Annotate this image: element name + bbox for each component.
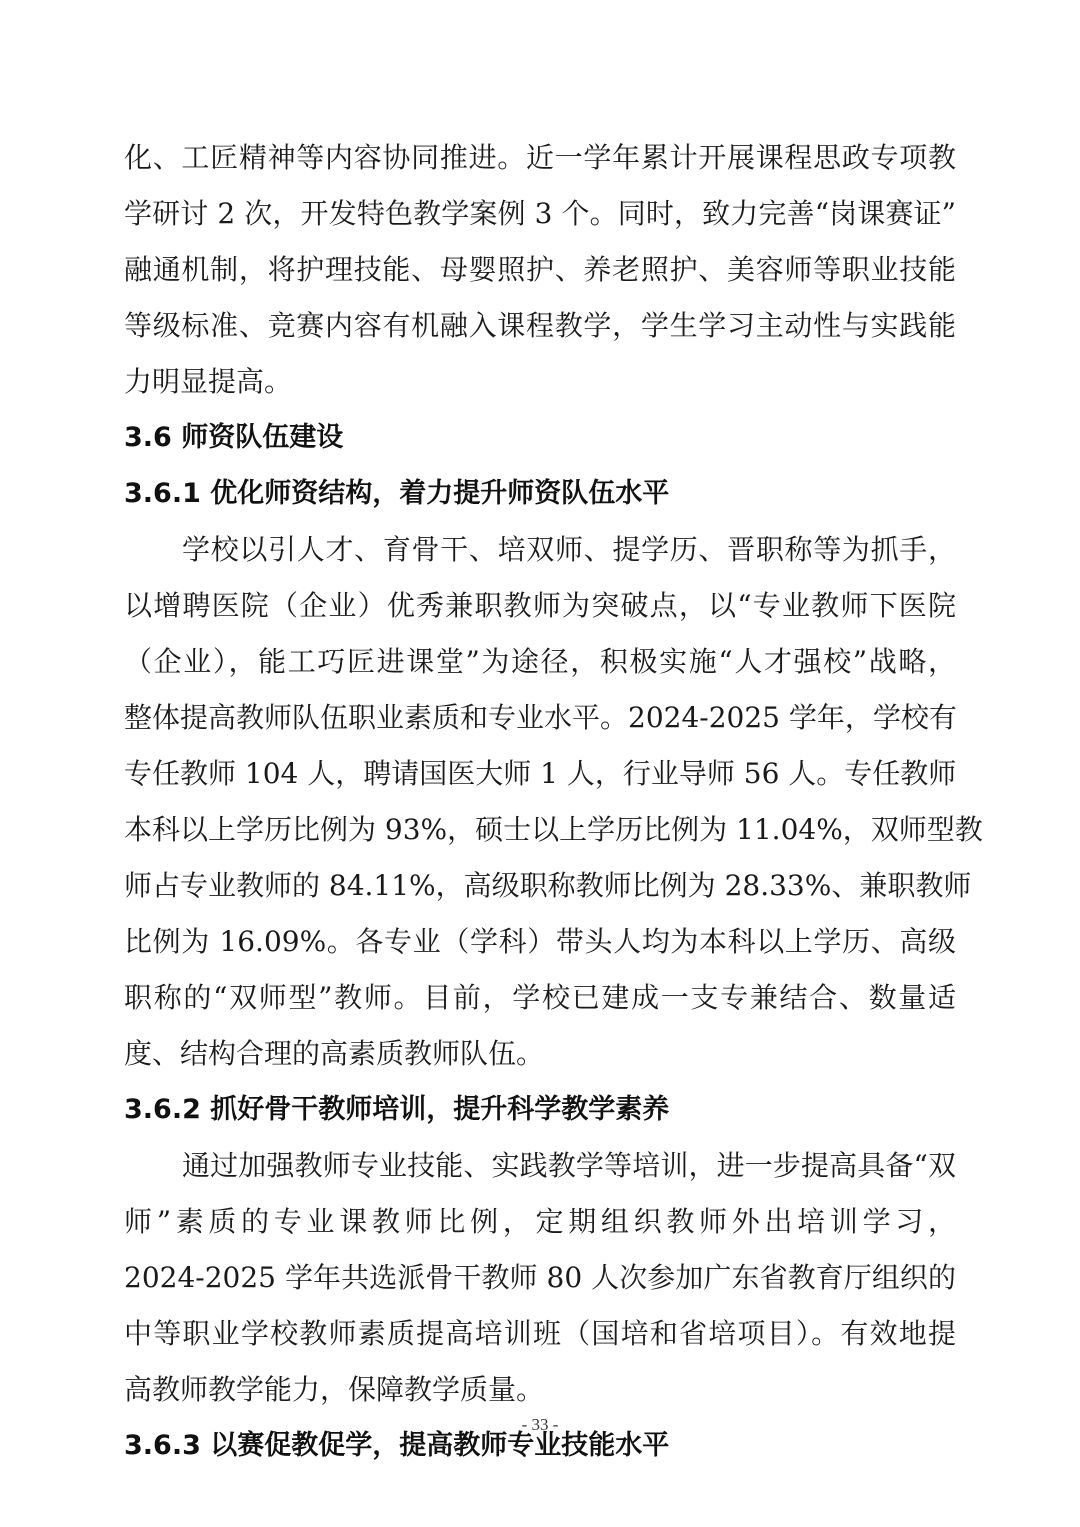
- paragraph-line: 等级标准、竞赛内容有机融入课程教学，学生学习主动性与实践能: [124, 309, 956, 342]
- paragraph-line: 中等职业学校教师素质提高培训班（国培和省培项目）。有效地提: [124, 1317, 956, 1350]
- paragraph-line: 通过加强教师专业技能、实践教学等培训，进一步提高具备“双: [182, 1149, 956, 1182]
- paragraph-line: 学校以引人才、育骨干、培双师、提学历、晋职称等为抓手，: [182, 533, 956, 566]
- document-page: [124, 130, 983, 1474]
- paragraph-line: 专任教师 104 人，聘请国医大师 1 人，行业导师 56 人。专任教师: [124, 757, 957, 790]
- paragraph-line: 师占专业教师的 84.11%，高级职称教师比例为 28.33%、兼职教师: [124, 869, 972, 902]
- page-number: - 33 -: [521, 1415, 559, 1434]
- paragraph-line: 2024-2025 学年共选派骨干教师 80 人次参加广东省教育厅组织的: [124, 1261, 956, 1294]
- paragraph-line: （企业），能工巧匠进课堂”为途径，积极实施“人才强校”战略，: [124, 645, 956, 678]
- section-heading-3-6-1: 3.6.1 优化师资结构，着力提升师资队伍水平: [124, 478, 670, 509]
- paragraph-line: 高教师教学能力，保障教学质量。: [124, 1373, 545, 1406]
- paragraph-line: 学研讨 2 次，开发特色教学案例 3 个。同时，致力完善“岗课赛证”: [124, 197, 956, 230]
- paragraph-line: 师”素质的专业课教师比例，定期组织教师外出培训学习，: [124, 1205, 956, 1238]
- paragraph-line: 职称的“双师型”教师。目前，学校已建成一支专兼结合、数量适: [124, 981, 956, 1014]
- paragraph-line: 力明显提高。: [124, 365, 293, 398]
- section-3-6-2-paragraph: [124, 1138, 956, 1418]
- section-heading-3-6-3: 3.6.3 以赛促教促学，提高教师专业技能水平: [124, 1430, 670, 1461]
- paragraph-line: 比例为 16.09%。各专业（学科）带头人均为本科以上学历、高级: [124, 925, 956, 958]
- section-3-6-1-paragraph: [124, 522, 983, 1082]
- intro-paragraph: [124, 130, 956, 410]
- paragraph-line: 融通机制，将护理技能、母婴照护、养老照护、美容师等职业技能: [124, 253, 956, 286]
- paragraph-line: 度、结构合理的高素质教师队伍。: [124, 1037, 545, 1070]
- paragraph-line: 以增聘医院（企业）优秀兼职教师为突破点，以“专业教师下医院: [124, 589, 956, 622]
- section-heading-3-6: 3.6 师资队伍建设: [124, 422, 344, 453]
- paragraph-line: 本科以上学历比例为 93%，硕士以上学历比例为 11.04%，双师型教: [124, 813, 983, 846]
- paragraph-line: 整体提高教师队伍职业素质和专业水平。2024-2025 学年，学校有: [124, 701, 957, 734]
- section-heading-3-6-2: 3.6.2 抓好骨干教师培训，提升科学教学素养: [124, 1094, 670, 1125]
- paragraph-line: 化、工匠精神等内容协同推进。近一学年累计开展课程思政专项教: [124, 141, 956, 174]
